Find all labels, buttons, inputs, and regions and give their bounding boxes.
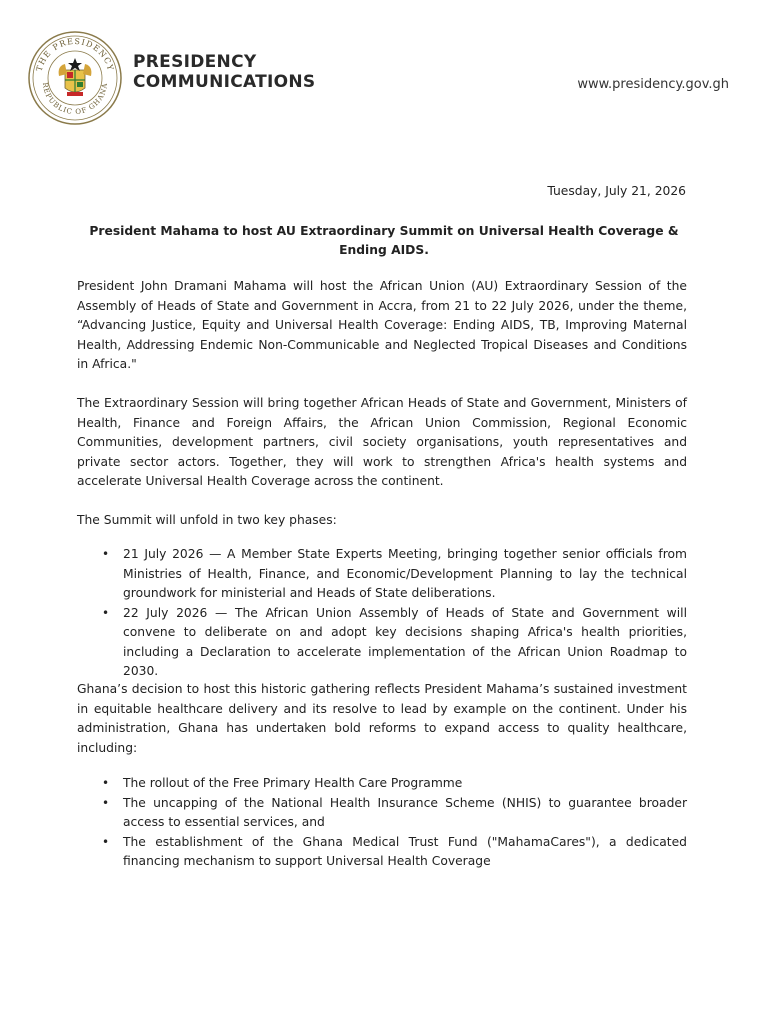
website-url: www.presidency.gov.gh [577,77,729,92]
list-item [77,545,687,604]
list-item [77,833,687,872]
brand-title [133,52,315,92]
bullet-icon: • [102,776,110,790]
reform-text: The rollout of the Free Primary Health Care Programme [123,776,463,790]
presidency-seal-logo [27,30,123,126]
bullet-icon: • [102,605,110,620]
svg-text:THE PRESIDENCY: THE PRESIDENCY [34,36,116,73]
paragraph-intro: President John Dramani Mahama will host the African Union (AU) Extraordinary Session of the Assembly of Heads of State and Government in Accra, from 21 to 22 July 2026, under the theme, “Advancing Justice, Equity and Universal Health Coverage: Ending AIDS, TB, Improving Maternal Health, Addressing Endemic Non-Communicable and Neglected Tropical Diseases and Conditions in Africa." [77,279,687,371]
reform-text: The uncapping of the National Health Insurance Scheme (NHIS) to guarantee broader access to essential services, and [123,795,687,829]
release-title: President Mahama to host AU Extraordinary Summit on Universal Health Coverage & Ending AIDS. [89,224,679,257]
bullet-icon: • [102,795,110,810]
list-item [77,604,687,682]
list-item [77,774,687,794]
brand-line-2: COMMUNICATIONS [133,72,316,92]
bullet-icon: • [102,547,110,561]
phases-list [77,545,687,682]
paragraph-participants: The Extraordinary Session will bring together African Heads of State and Government, Ministers of Health, Finance and Foreign Affairs, the African Union Commission, Regional Economic Communities, development partners, civil society organisations, youth representatives and private sector actors. Together, they will work to strengthen Africa's health systems and accelerate Universal Health Coverage across the continent. [77,396,687,488]
phase-text: 22 July 2026 — The African Union Assembly of Heads of State and Government will convene to deliberate on and adopt key decisions shaping Africa's health priorities, including a Declaration to accelerate implementation of the African Union Roadmap to 2030. [123,605,687,678]
paragraph-ghana-reforms: Ghana’s decision to host this historic gathering reflects President Mahama’s sustained investment in equitable healthcare delivery and its resolve to lead by example on the continent. Under his administration, Ghana has undertaken bold reforms to expand access to quality healthcare, including: [77,682,687,755]
bullet-icon: • [102,834,110,849]
list-item [77,794,687,833]
paragraph-phases-intro: The Summit will unfold in two key phases: [77,513,337,527]
phase-text: 21 July 2026 — A Member State Experts Meeting, bringing together senior officials from Ministries of Health, Finance, and Economic/Development Planning to lay the technical groundwork for ministerial and Heads of State deliberations. [123,547,687,600]
svg-text:REPUBLIC OF GHANA: REPUBLIC OF GHANA [40,82,110,117]
brand-line-1: PRESIDENCY [133,52,257,72]
release-date: Tuesday, July 21, 2026 [547,184,686,198]
reforms-list [77,774,687,872]
reform-text: The establishment of the Ghana Medical Trust Fund ("MahamaCares"), a dedicated financing mechanism to support Universal Health Coverage [123,834,687,868]
